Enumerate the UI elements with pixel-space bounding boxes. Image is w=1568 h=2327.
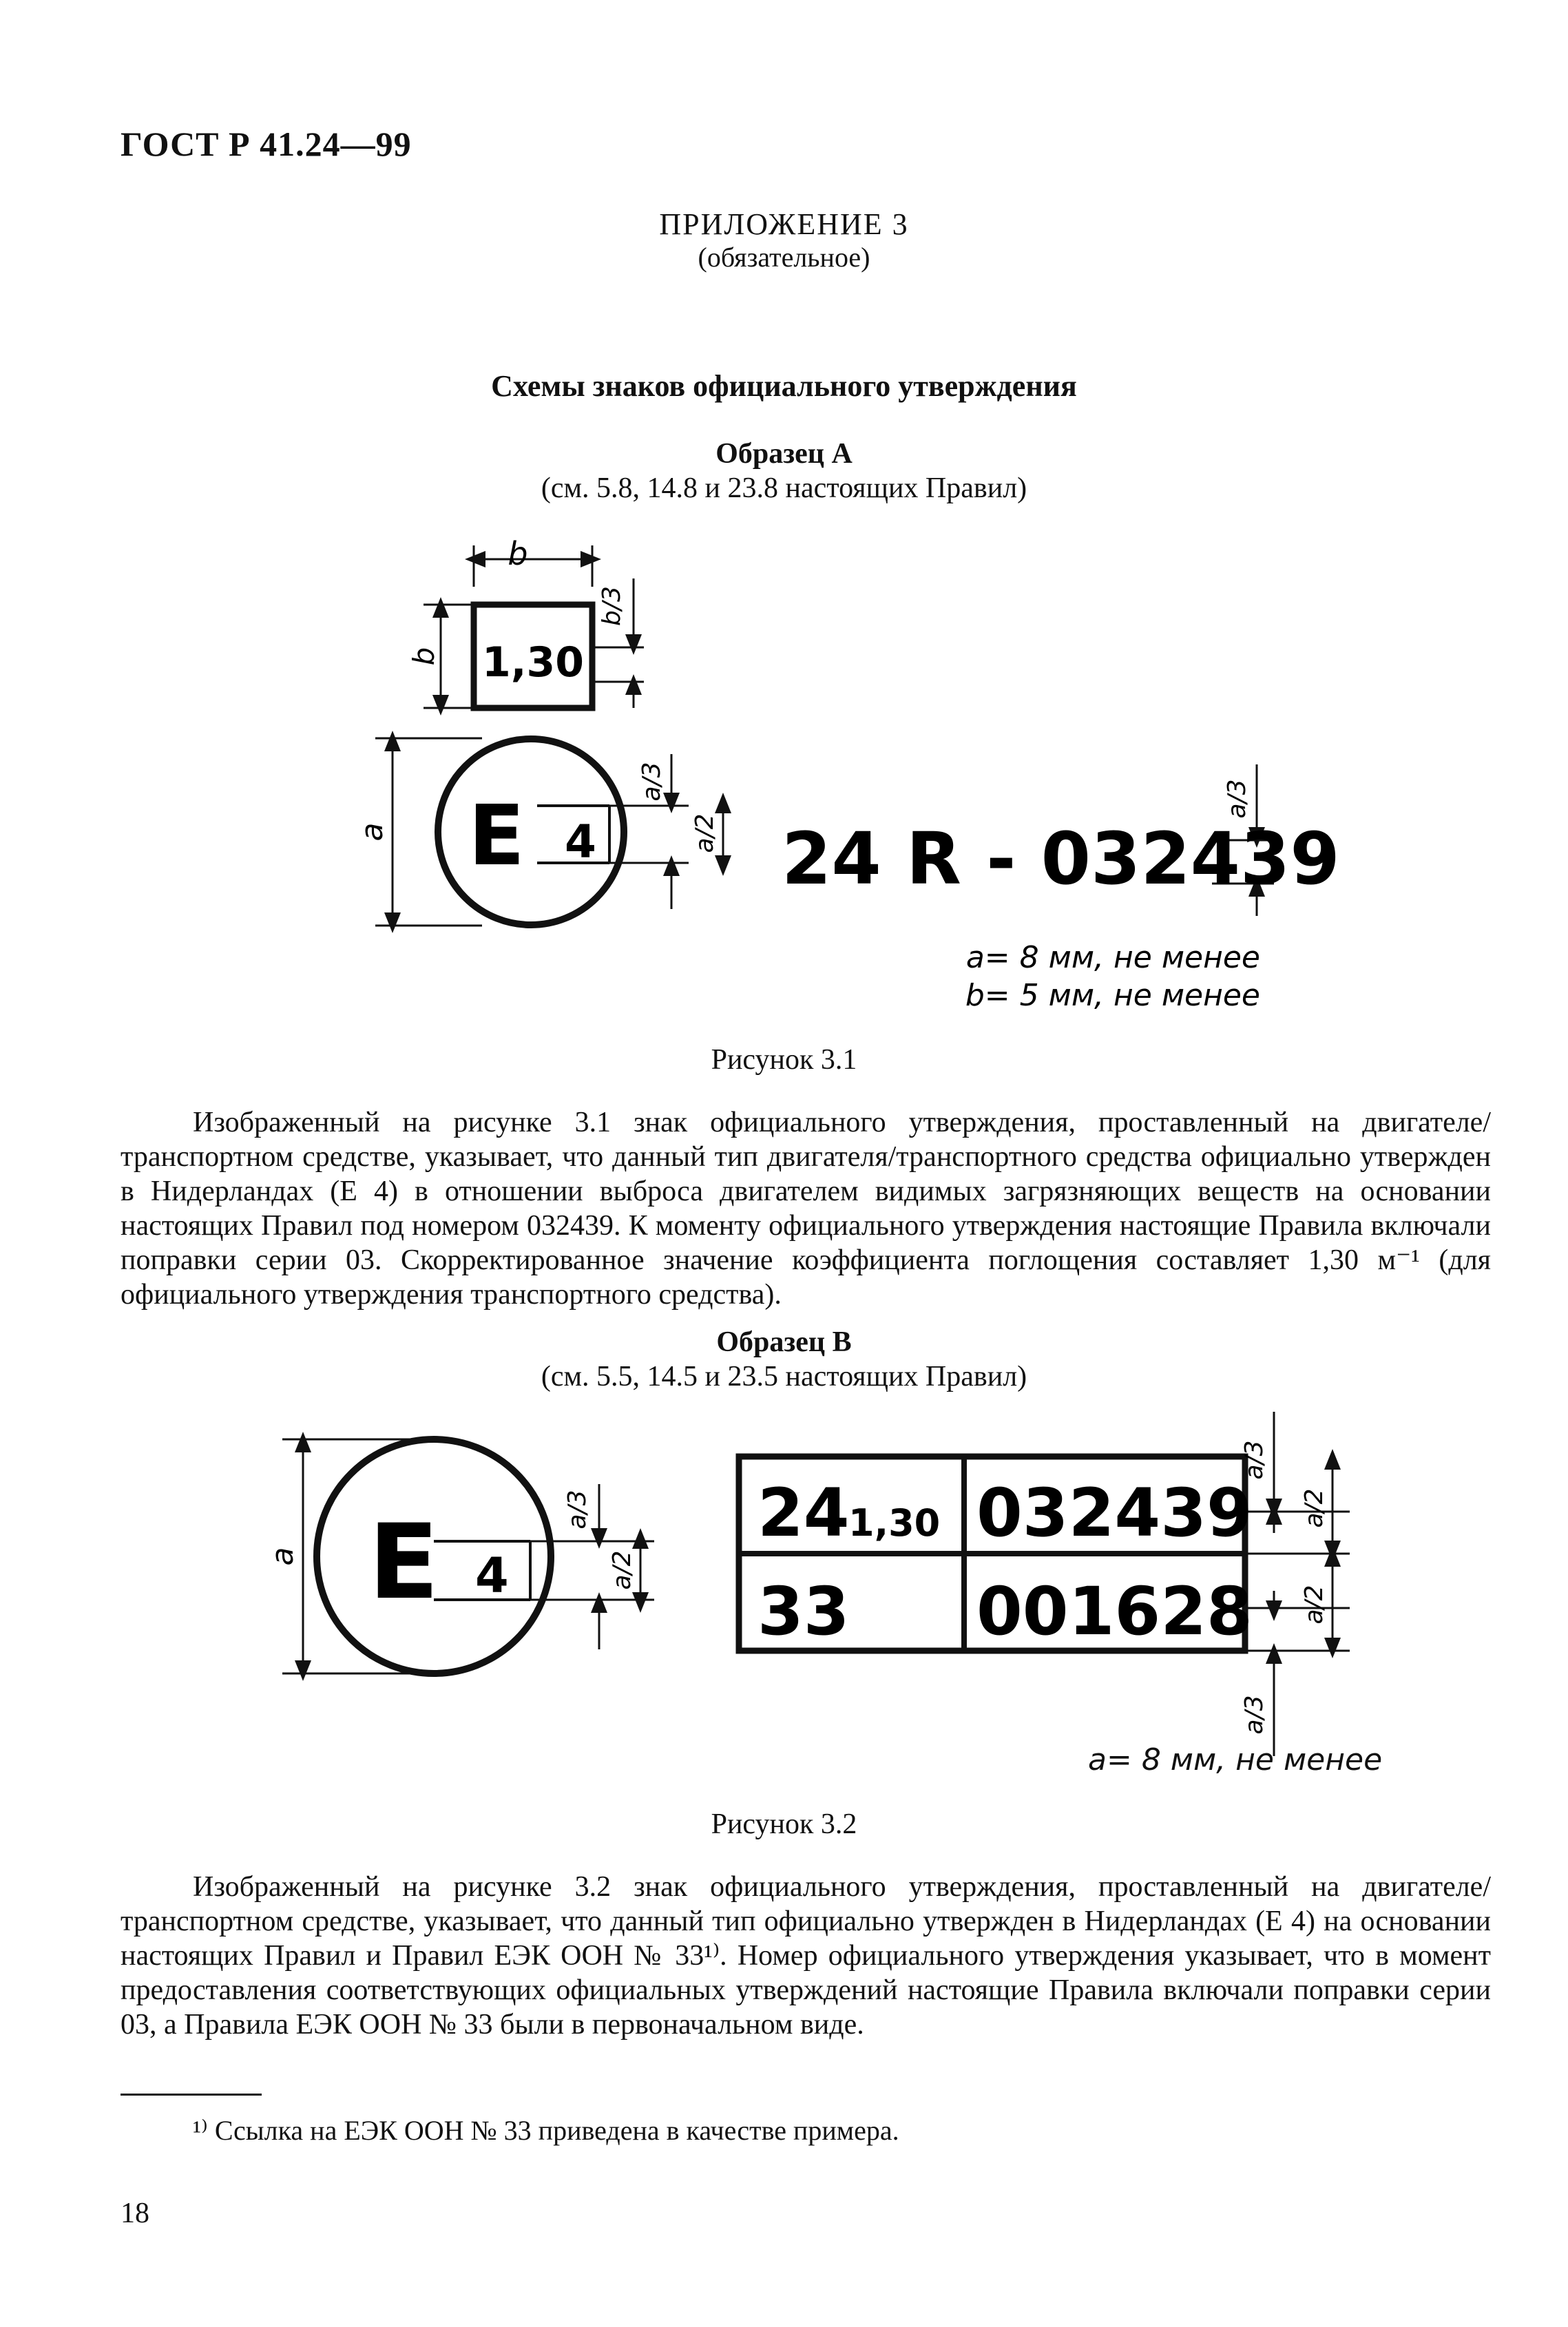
figure-3-2-caption: Рисунок 3.2	[711, 1808, 857, 1840]
paragraph-figure-3-1	[121, 1105, 1491, 1312]
circle-number: 4	[565, 815, 596, 868]
note-b: b= 5 мм, не менее	[965, 978, 1260, 1013]
dim-a2-label-b: a/2	[608, 1550, 636, 1590]
approval-code: 24 R - 032439	[782, 817, 1340, 901]
table-r1-number: 032439	[976, 1474, 1253, 1552]
section-title: Схемы знаков официального утверждения	[491, 369, 1077, 403]
page-number: 18	[121, 2198, 149, 2229]
note-a: a= 8 мм, не менее	[965, 940, 1260, 975]
circle-number-b: 4	[475, 1547, 509, 1604]
paragraph-text: Изображенный на рисунке 3.1 знак официального утверждения, проставленный на двигателе/транспортном средстве, указывает, что данный тип двигателя/транспортного средства официально утвержден в Нидерландах (Е 4) в отношении выброса двигателем видимых загрязняющих веществ на основании настоящих Правил под номером 032439. К моменту официального утверждения настоящие Правила включали поправки серии 03. Скорректированное значение коэффициента поглощения составляет 1,30 м⁻¹ (для официального утверждения транспортного средства).	[121, 1107, 1491, 1311]
dim-a2-bottom-label: a/2	[1300, 1585, 1328, 1625]
dim-a3-label-b: a/3	[563, 1490, 592, 1530]
paragraph-text-b: Изображенный на рисунке 3.2 знак официального утверждения, проставленный на двигателе/транспортном средстве, указывает, что данный тип официально утвержден в Нидерландах (Е 4) на основании настоящих Правил и Правил ЕЭК ООН № 33¹⁾. Номер официального утверждения указывает, что в момент предоставления соответствующих официальных утверждений настоящие Правила включали поправки серии 03, а Правила ЕЭК ООН № 33 были в первоначальном виде.	[121, 1871, 1491, 2041]
document-code: ГОСТ Р 41.24—99	[121, 125, 412, 163]
sample-b-ref: (см. 5.5, 14.5 и 23.5 настоящих Правил)	[541, 1361, 1027, 1392]
figure-3-1-caption: Рисунок 3.1	[711, 1044, 857, 1076]
paragraph-figure-3-2	[121, 1870, 1491, 2042]
figure-3-1	[0, 0, 1568, 1033]
dim-a3-right-label: a/3	[1223, 779, 1251, 819]
appendix-title: ПРИЛОЖЕНИЕ 3	[659, 207, 909, 241]
sample-a-ref: (см. 5.8, 14.8 и 23.8 настоящих Правил)	[541, 472, 1027, 504]
dim-b-side-label: b	[407, 647, 441, 666]
dim-a-label-b: a	[265, 1547, 300, 1566]
dim-a3-top-label: a/3	[1240, 1440, 1268, 1480]
appendix-subtitle: (обязательное)	[698, 242, 870, 273]
dim-a-label: a	[355, 822, 390, 842]
table-r2-reg: 33	[757, 1573, 850, 1650]
dim-a2-top-label: a/2	[1300, 1488, 1328, 1528]
dim-b3-label: b/3	[598, 586, 626, 626]
dim-a3-bottom-label: a/3	[1240, 1695, 1268, 1735]
sample-b-title: Образец В	[716, 1326, 852, 1358]
circle-letter-e-b: E	[368, 1503, 439, 1622]
footnote: ¹⁾ Ссылка на ЕЭК ООН № 33 приведена в качестве примера.	[193, 2115, 899, 2146]
dim-a2-label: a/2	[691, 813, 719, 853]
footnote-divider	[121, 2094, 262, 2096]
table-r1-reg: 24	[757, 1474, 850, 1552]
circle-letter-e: E	[468, 789, 525, 884]
table-r1-coef: 1,30	[848, 1501, 941, 1545]
note-a-b: a= 8 мм, не менее	[1088, 1742, 1383, 1777]
table-r2-number: 001628	[976, 1573, 1253, 1650]
figure-3-2	[0, 1398, 1568, 1784]
box-value: 1,30	[482, 638, 585, 687]
dim-a3-label: a/3	[638, 762, 666, 802]
sample-a-title: Образец А	[715, 438, 853, 470]
dim-b-label: b	[508, 535, 528, 572]
